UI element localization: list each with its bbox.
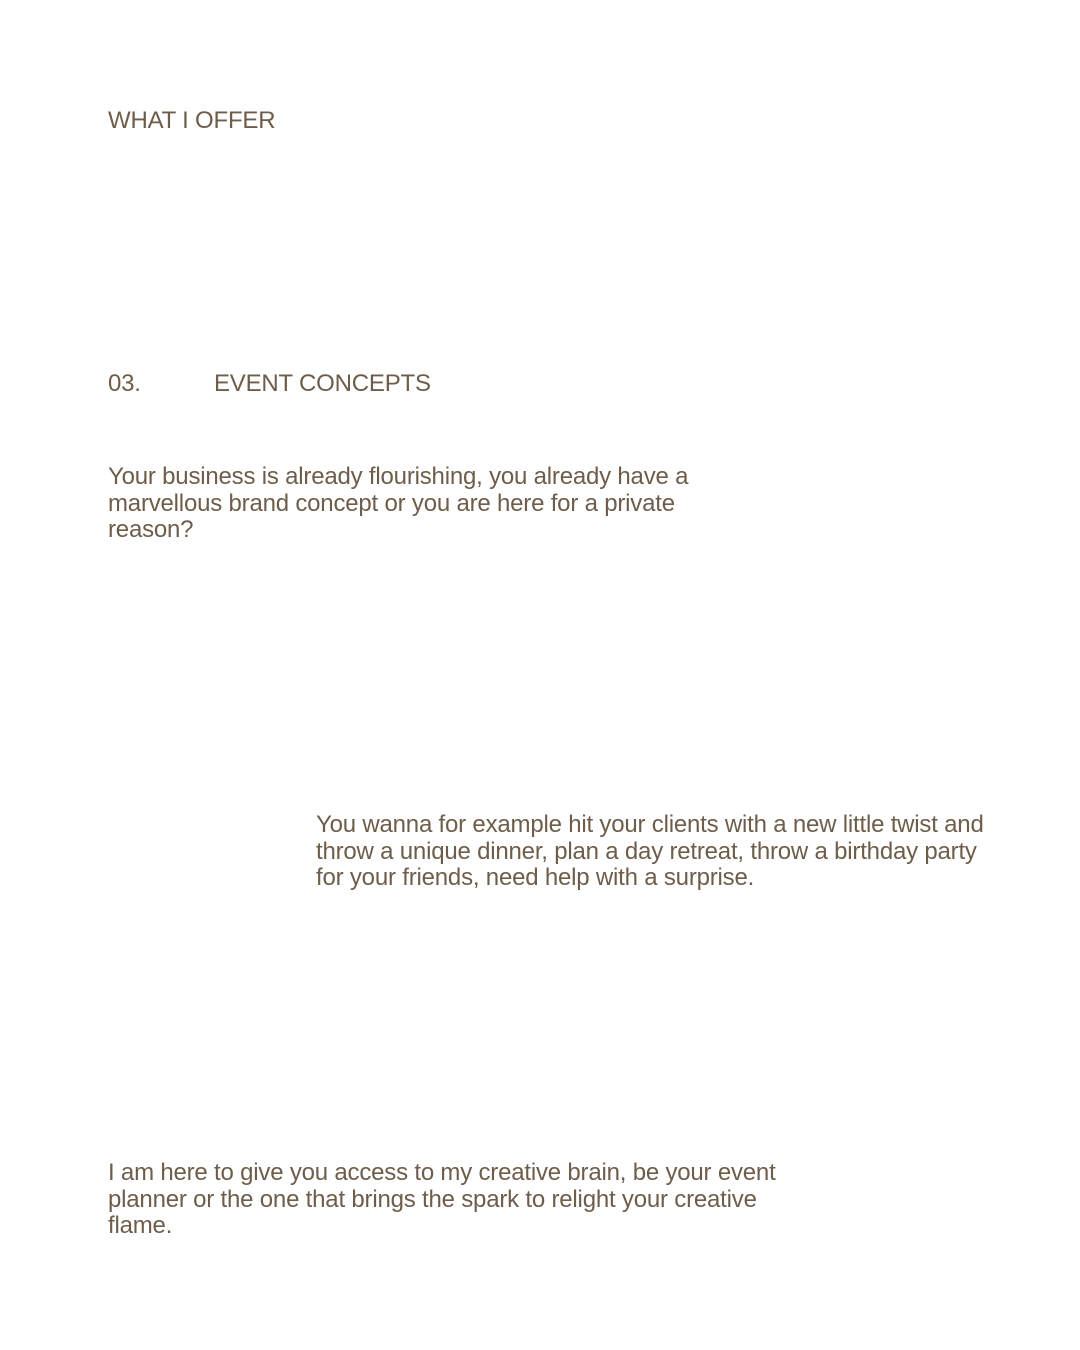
section-title: WHAT I OFFER [108,107,276,134]
examples-paragraph: You wanna for example hit your clients with a new little twist and throw a unique dinner, plan a day retreat, throw a birthday party for your friends, need help with a surprise. [316,811,984,891]
closing-paragraph: I am here to give you access to my creative brain, be your event planner or the one that brings the spark to relight your creative flame. [108,1159,776,1239]
service-title: EVENT CONCEPTS [214,370,431,397]
service-number: 03. [108,370,141,397]
intro-paragraph: Your business is already flourishing, you already have a marvellous brand concept or you are here for a private reason? [108,463,689,543]
